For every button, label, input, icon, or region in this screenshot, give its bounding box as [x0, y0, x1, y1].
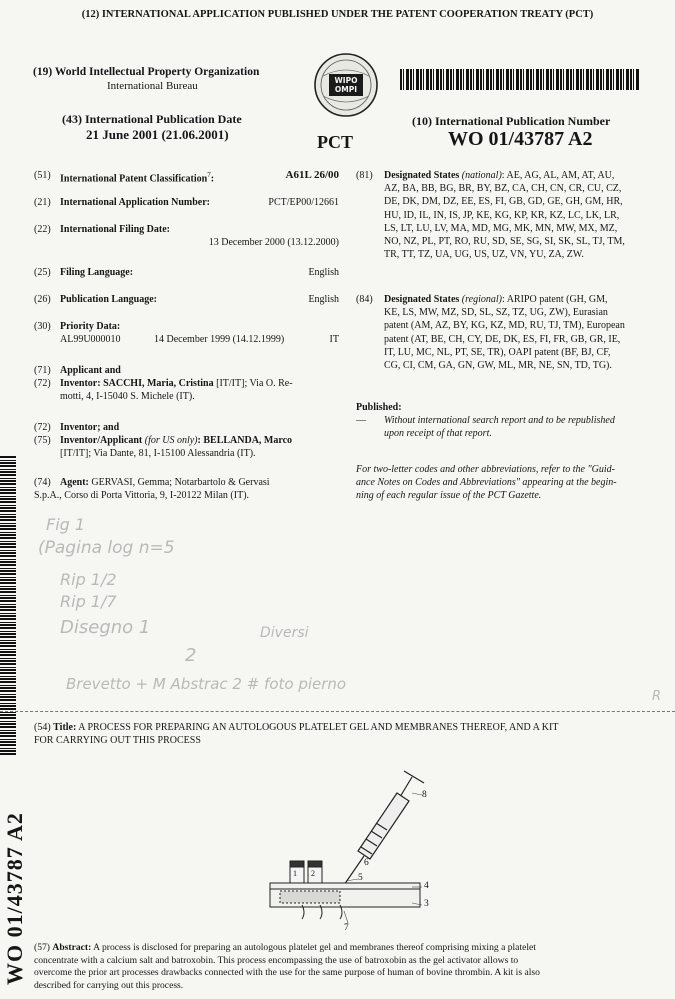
- side-barcode: [0, 455, 16, 755]
- field-81: (81) Designated States (national): AE, AG, AL, AM, AT, AU, AZ, BA, BB, BG, BR, BY, BZ, CA, CH, CN, CR, CU, CZ, DE, DK, DM, DZ, EE, ES, FI, GB, GD, GE, GH, GM, HR, HU, ID, IL, IN, IS, JP, KE, KG, KP, KR, KZ, LC, LK, LR, LS, LT, LU, LV, MA, MD, MG, MK, MN, MW, MX, MZ, NO, NZ, PL, PT, RO, RU, SD, SE, SG, SI, SK, SL, TJ, TM, TR, TT, TZ, UA, UG, US, UZ, VN, YU, ZA, ZW.: [356, 170, 625, 261]
- publication-date-label: (43) International Publication Date: [62, 112, 242, 126]
- figure-syringe-gel-kit: [262, 765, 442, 935]
- document-heading: (12) INTERNATIONAL APPLICATION PUBLISHED UNDER THE PATENT COOPERATION TREATY (PCT): [81, 9, 594, 20]
- vial-label-1: 1: [293, 869, 297, 878]
- abstract-block: (57) Abstract: A process is disclosed for preparing an autologous platelet gel and membranes thereof comprising mixing a platelet concentrate with a calcium salt and batroxobin. This process encompassing the use of batroxobin as the gel activator allows to overcome the prior art processes drawbacks connected with the use for the same purpose of human of bovine thrombin. A kit is also described for carrying out this process.: [34, 942, 540, 991]
- handwritten-note-5b: Diversi: [260, 625, 309, 641]
- field-21: (21) International Application Number: PCT/EP00/12661: [34, 197, 339, 208]
- publication-number-label: (10) International Publication Number: [412, 114, 611, 128]
- pct-label: PCT: [317, 132, 353, 152]
- abstract-line-1: A process is disclosed for preparing an autologous platelet gel and membranes thereof comprising mixing a platelet: [91, 942, 536, 953]
- figure-label-5: 5: [358, 873, 363, 883]
- cut-line: [0, 711, 675, 712]
- field-22: (22) International Filing Date: 13 December 2000 (13.12.2000): [34, 224, 339, 249]
- figure-label-6: 6: [364, 858, 369, 868]
- abbreviation-note: For two-letter codes and other abbreviations, refer to the "Guid- ance Notes on Codes and Abbreviations" appearing at the begin- ning of each regular issue of the PCT Gazette.: [356, 464, 617, 501]
- figure-label-3: 3: [424, 899, 429, 909]
- field-74: (74) Agent: GERVASI, Gemma; Notarbartolo & Gervasi S.p.A., Corso di Porta Vittoria, 9, I-20122 Milan (IT).: [34, 477, 270, 501]
- handwritten-note-4: Rip 1/7: [60, 592, 117, 611]
- field-30: (30) Priority Data: AL99U000010 14 December 1999 (14.12.1999) IT: [34, 321, 339, 346]
- publication-date: 21 June 2001 (21.06.2001): [86, 127, 229, 142]
- wipo-logo-text: WIPO OMPI: [334, 76, 358, 94]
- title-line-1: A PROCESS FOR PREPARING AN AUTOLOGOUS PLATELET GEL AND MEMBRANES THEREOF, AND A KIT: [76, 722, 559, 733]
- handwritten-note-2: (Pagina log n=5: [38, 538, 175, 558]
- handwritten-note-edge: R: [652, 689, 662, 704]
- field-25: (25) Filing Language: English: [34, 267, 339, 278]
- published-block: Published: — Without international search report and to be republished upon receipt of that report.: [356, 402, 615, 439]
- agent-name: GERVASI, Gemma: [88, 477, 170, 488]
- figure-label-7: 7: [344, 923, 349, 933]
- syringe: [340, 771, 424, 893]
- classification-value: A61L 26/00: [285, 169, 339, 181]
- field-71-72: (71) Applicant and (72) Inventor: SACCHI, Maria, Cristina [IT/IT]; Via O. Re- motti, 4, I-15040 S. Michele (IT).: [34, 365, 293, 403]
- handwritten-note-7: Brevetto + M Abstrac 2 # foto pierno: [66, 675, 347, 693]
- side-publication-number: WO 01/43787 A2: [2, 812, 27, 985]
- priority-date: 14 December 1999 (14.12.1999): [154, 334, 285, 346]
- title-line-2: FOR CARRYING OUT THIS PROCESS: [34, 735, 201, 746]
- handwritten-note-1: Fig 1: [46, 515, 86, 534]
- published-label: Published:: [356, 402, 402, 413]
- wipo-logo: [313, 52, 379, 118]
- publication-number: WO 01/43787 A2: [448, 128, 593, 150]
- handwritten-note-5: Disegno 1: [60, 617, 151, 638]
- priority-country: IT: [329, 334, 339, 346]
- abstract-line-4: described for carrying out this process.: [34, 979, 184, 991]
- field-51: (51) International Patent Classification$^7$: A61L 26/00: [34, 169, 339, 185]
- vial-label-2: 2: [311, 869, 315, 878]
- field-84: (84) Designated States (regional): ARIPO patent (GH, GM, KE, LS, MW, MZ, SD, SL, SZ, TZ, UG, ZW), Eurasian patent (AM, AZ, BY, KG, KZ, MD, RU, TJ, TM), European patent (AT, BE, CH, CY, DE, DK, ES, FI, FR, GB, GR, IE, IT, LU, MC, NL, PT, SE, TR), OAPI patent (BF, BJ, CF, CG, CI, CM, GA, GN, GW, ML, MR, NE, SN, TD, TG).: [356, 294, 625, 372]
- handwritten-note-3: Rip 1/2: [60, 570, 117, 589]
- field-26: (26) Publication Language: English: [34, 294, 339, 305]
- org-name: (19) World Intellectual Property Organization: [33, 66, 260, 78]
- inventor-bellanda: BELLANDA, Marco: [200, 435, 293, 446]
- abstract-line-2: concentrate with a calcium salt and batroxobin. This process encompassing the use of batroxobin as the gel activator allows to: [34, 954, 519, 966]
- org-bureau: International Bureau: [107, 80, 198, 92]
- inventor-sacchi: SACCHI, Maria, Cristina: [103, 378, 214, 389]
- field-72-75: (72) Inventor; and (75) Inventor/Applicant (for US only): BELLANDA, Marco [IT/IT]; Via Dante, 81, I-15100 Alessandria (IT).: [34, 422, 293, 460]
- figure-label-8: 8: [422, 790, 427, 800]
- title-block: (54) Title: A PROCESS FOR PREPARING AN AUTOLOGOUS PLATELET GEL AND MEMBRANES THEREOF, AND A KIT FOR CARRYING OUT THIS PROCESS: [34, 722, 559, 746]
- publication-barcode: [400, 69, 640, 90]
- handwritten-note-6: 2: [185, 645, 197, 666]
- figure-label-4: 4: [424, 881, 429, 891]
- abstract-line-3: overcome the prior art processes drawbacks connected with the use for the same purpose of human of bovine thrombin. A kit is also: [34, 967, 540, 979]
- priority-application: AL99U000010: [60, 334, 121, 346]
